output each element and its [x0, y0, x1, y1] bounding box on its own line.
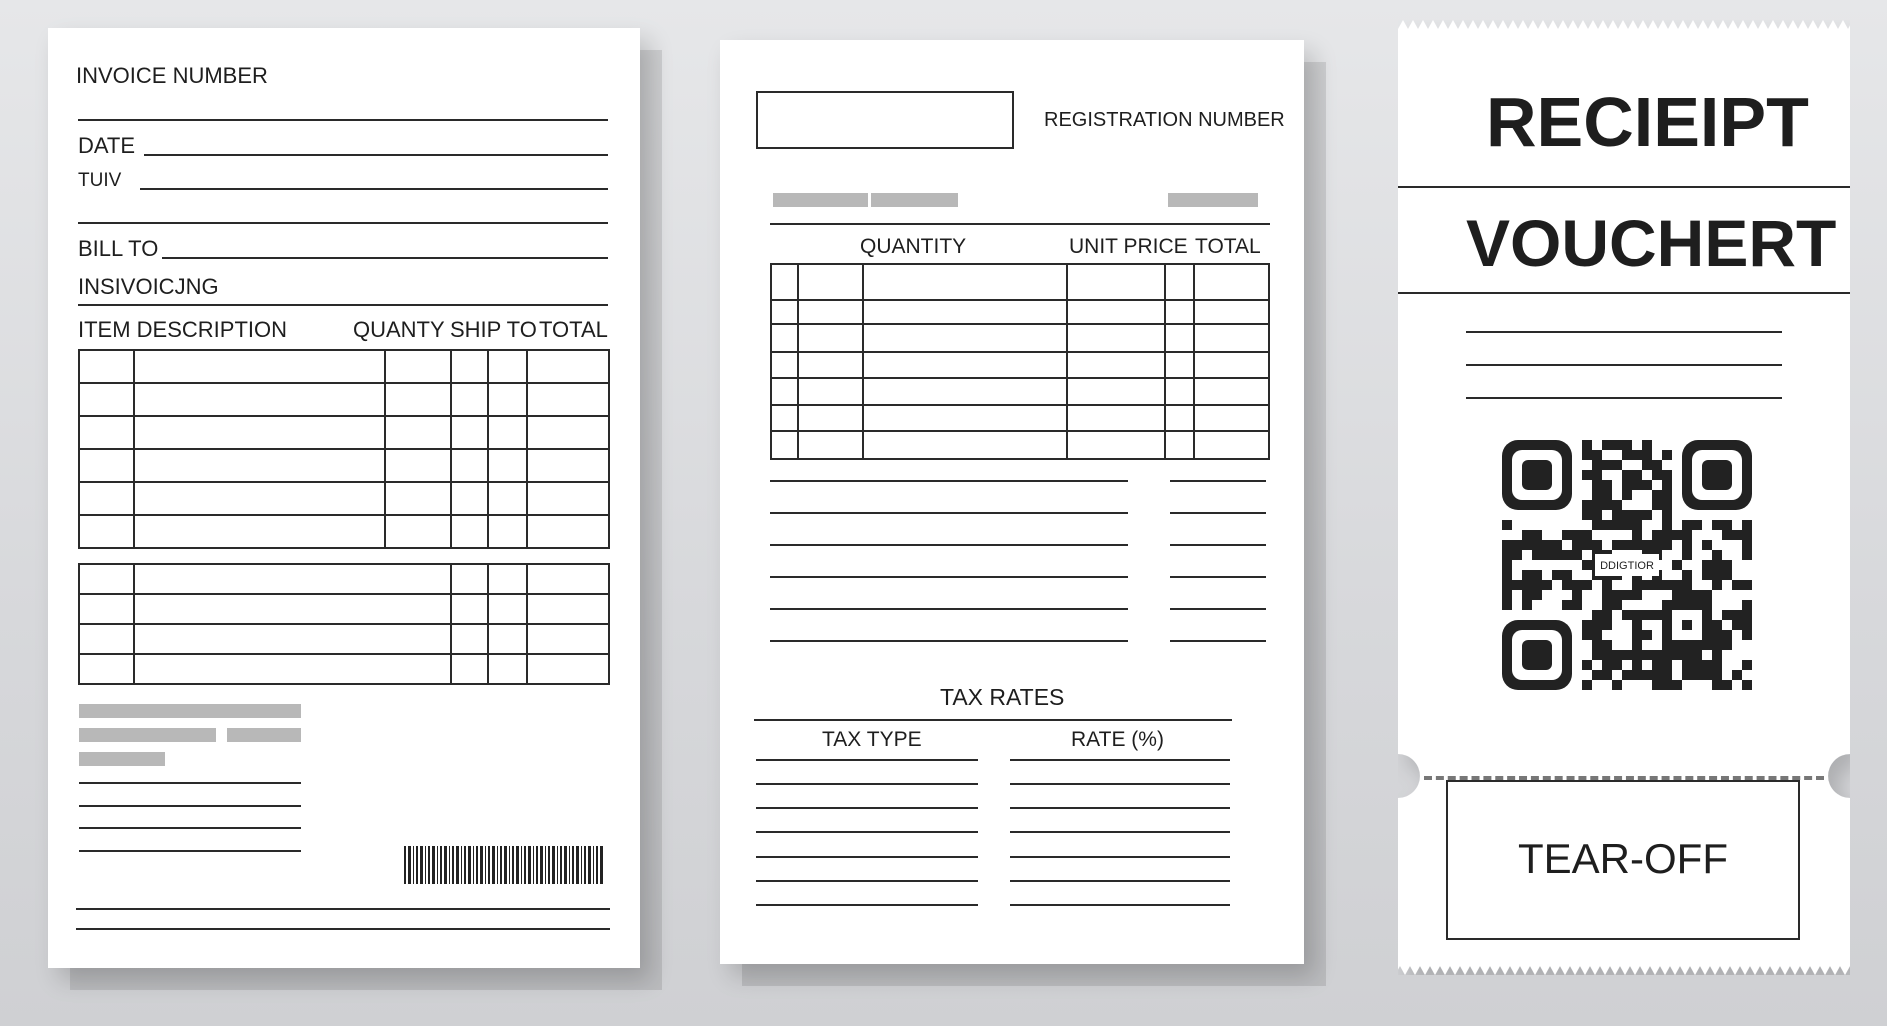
bill-to-field-line[interactable]: [162, 257, 608, 259]
voucher-line: [1466, 364, 1782, 366]
entry-line: [770, 544, 1128, 546]
table-row: [79, 515, 609, 548]
col-unit-price: UNIT PRICE: [1069, 235, 1188, 258]
table-row: [79, 383, 609, 416]
from-field-line[interactable]: [140, 188, 608, 190]
placeholder-bar: [79, 704, 301, 718]
amount-line: [1170, 544, 1266, 546]
rate-line: [1010, 904, 1230, 906]
col-rate-percent: RATE (%): [1071, 728, 1164, 751]
rate-line: [1010, 807, 1230, 809]
items-table: [78, 349, 610, 549]
placeholder-bar: [79, 728, 216, 742]
tax-type-line: [756, 807, 978, 809]
amount-line: [1170, 608, 1266, 610]
date-label: DATE: [78, 133, 136, 158]
voucher-title: VOUCHERT: [1466, 206, 1837, 280]
table-row: [771, 264, 1269, 300]
tax-type-line: [756, 759, 978, 761]
placeholder-gap: [868, 193, 871, 207]
footer-line: [76, 928, 610, 930]
table-row: [771, 324, 1269, 352]
price-table: [770, 263, 1270, 460]
summary-table: [78, 563, 610, 685]
tax-rates-rule: [754, 719, 1232, 721]
invoice-number-label: INVOICE NUMBER: [76, 63, 268, 88]
col-item-description: ITEM DESCRIPTION: [78, 317, 288, 342]
table-row: [771, 405, 1269, 431]
title-divider: [1398, 186, 1850, 188]
date-field-line[interactable]: [144, 154, 608, 156]
table-row: [771, 431, 1269, 459]
placeholder-bar: [773, 193, 958, 207]
amount-line: [1170, 576, 1266, 578]
entry-line: [770, 640, 1128, 642]
invoice-number-line: [78, 119, 608, 121]
note-line: [79, 782, 301, 784]
table-row: [79, 449, 609, 482]
footer-line: [76, 908, 610, 910]
rate-line: [1010, 759, 1230, 761]
col-quantity: QUANTITY: [860, 235, 967, 258]
col-ship-to: SHIP TO: [450, 317, 537, 342]
table-row: [79, 416, 609, 449]
voucher-ticket: [1398, 20, 1850, 975]
tax-type-line: [756, 904, 978, 906]
receipt-title: RECIEIPT: [1486, 83, 1809, 161]
table-row: [79, 350, 609, 383]
table-row: [79, 482, 609, 515]
tax-rates-title: TAX RATES: [940, 684, 1065, 710]
table-row: [771, 352, 1269, 378]
table-row: [79, 564, 609, 594]
voucher-line: [1466, 331, 1782, 333]
amount-line: [1170, 640, 1266, 642]
rate-line: [1010, 880, 1230, 882]
invoicing-label: INSIVOICJNG: [78, 274, 219, 299]
note-line: [79, 805, 301, 807]
entry-line: [770, 576, 1128, 578]
title-divider: [1398, 292, 1850, 294]
tax-type-line: [756, 880, 978, 882]
entry-line: [770, 480, 1128, 482]
table-row: [771, 300, 1269, 324]
tax-type-line: [756, 856, 978, 858]
placeholder-bar: [79, 752, 165, 766]
registration-number-box[interactable]: [756, 91, 1014, 149]
rate-line: [1010, 856, 1230, 858]
barcode: [404, 846, 604, 884]
qr-label: DDIGTIOR: [1600, 560, 1654, 572]
separator-line: [78, 222, 608, 224]
rate-line: [1010, 783, 1230, 785]
table-row: [79, 624, 609, 654]
voucher-line: [1466, 397, 1782, 399]
table-row: [79, 654, 609, 684]
placeholder-bar: [1168, 193, 1258, 207]
amount-line: [1170, 480, 1266, 482]
placeholder-bar: [227, 728, 301, 742]
rate-line: [1010, 831, 1230, 833]
col-quanty: QUANTY: [353, 317, 445, 342]
tax-type-line: [756, 783, 978, 785]
col-total: TOTAL: [539, 317, 608, 342]
from-label: TUIV: [78, 170, 122, 191]
table-row: [771, 378, 1269, 405]
registration-number-label: REGISTRATION NUMBER: [1044, 109, 1285, 131]
note-line: [79, 850, 301, 852]
col-tax-type: TAX TYPE: [822, 728, 922, 751]
qr-code: [1502, 440, 1752, 690]
tear-off-label: TEAR-OFF: [1518, 835, 1728, 882]
header-rule: [770, 223, 1270, 225]
invoicing-line: [78, 304, 608, 306]
table-row: [79, 594, 609, 624]
bill-to-label: BILL TO: [78, 236, 159, 261]
col-total: TOTAL: [1195, 235, 1261, 258]
registration-sheet: [720, 40, 1304, 964]
amount-line: [1170, 512, 1266, 514]
invoice-sheet: [48, 28, 640, 968]
tax-type-line: [756, 831, 978, 833]
entry-line: [770, 608, 1128, 610]
entry-line: [770, 512, 1128, 514]
note-line: [79, 827, 301, 829]
